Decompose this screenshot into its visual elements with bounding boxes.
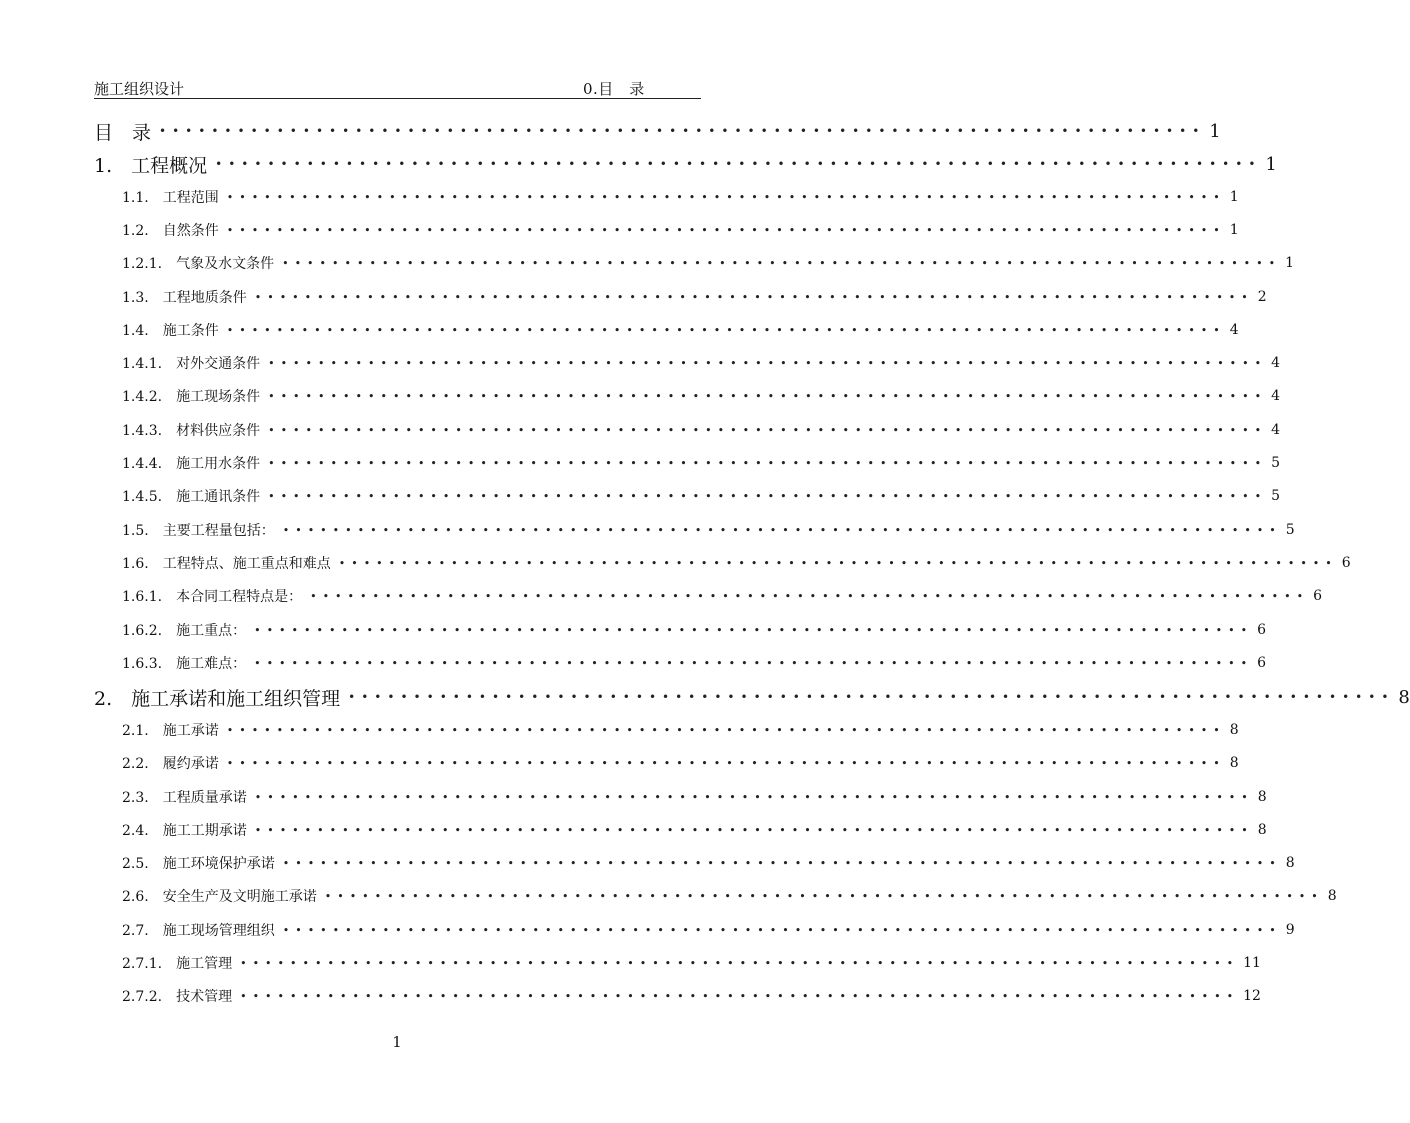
toc-entry-page: 11 xyxy=(1243,955,1261,971)
toc-entry-page: 4 xyxy=(1271,388,1281,404)
toc-entry-label: 1.2. 自然条件 xyxy=(122,220,227,240)
toc-entry-label: 1.1. 工程范围 xyxy=(122,187,227,207)
toc-entry-page: 4 xyxy=(1271,355,1281,371)
toc-entry-label: 2.2. 履约承诺 xyxy=(122,753,227,773)
toc-entry[interactable] xyxy=(122,984,1261,1008)
page-number: 1 xyxy=(392,1033,402,1051)
toc-entry-page: 8 xyxy=(1327,888,1337,904)
toc-entry-label: 1.6.3. 施工难点： xyxy=(122,653,254,673)
toc-dot-leader: •••••••••••••••••••••••••••••••••••••••••••••••••••••••••••••••••••••••••••••••• xyxy=(226,723,1226,737)
toc-entry-page: 8 xyxy=(1229,755,1239,771)
toc-entry[interactable] xyxy=(122,751,1239,775)
toc-dot-leader: •••••••••••••••••••••••••••••••••••••••••••••••••••••••••••••••••••••••••••••••• xyxy=(240,956,1240,970)
toc-entry-page: 8 xyxy=(1257,789,1267,805)
toc-dot-leader: •••••••••••••••••••••••••••••••••••••••••••••••••••••••••••••••••••••••••••••••• xyxy=(268,356,1268,370)
toc-entry[interactable] xyxy=(122,918,1295,942)
toc-entry[interactable] xyxy=(122,584,1323,608)
toc-entry[interactable] xyxy=(122,818,1267,842)
toc-entry[interactable] xyxy=(122,884,1337,908)
toc-entry-label: 2.7.2. 技术管理 xyxy=(122,986,240,1006)
toc-entry-label: 1.6.2. 施工重点： xyxy=(122,620,254,640)
toc-dot-leader: •••••••••••••••••••••••••••••••••••••••••••••••••••••••••••••••••••••••••••••••• xyxy=(282,523,1282,537)
toc-dot-leader: •••••••••••••••••••••••••••••••••••••••••••••••••••••••••••••••••••••••••••••••• xyxy=(268,456,1268,470)
toc-entry[interactable] xyxy=(122,518,1295,542)
toc-entry[interactable] xyxy=(122,351,1281,375)
toc-dot-leader: •••••••••••••••••••••••••••••••••••••••••••••••••••••••••••••••••••••••••••••••• xyxy=(348,690,1395,704)
toc-entry-label: 2.3. 工程质量承诺 xyxy=(122,787,255,807)
toc-entry-label: 1.4. 施工条件 xyxy=(122,320,227,340)
toc-entry-label: 2. 施工承诺和施工组织管理 xyxy=(94,684,348,711)
toc-entry-label: 2.1. 施工承诺 xyxy=(122,720,227,740)
toc-entry-page: 6 xyxy=(1313,588,1323,604)
toc-dot-leader: •••••••••••••••••••••••••••••••••••••••••••••••••••••••••••••••••••••••••••••••• xyxy=(268,423,1268,437)
toc-entry-label: 2.7.1. 施工管理 xyxy=(122,953,240,973)
toc-entry[interactable] xyxy=(122,451,1281,475)
toc-dot-leader: •••••••••••••••••••••••••••••••••••••••••••••••••••••••••••••••••••••••••••••••• xyxy=(254,823,1254,837)
toc-entry[interactable] xyxy=(122,251,1295,275)
toc-entry-page: 5 xyxy=(1271,488,1281,504)
toc-entry[interactable] xyxy=(122,318,1239,342)
toc-dot-leader: •••••••••••••••••••••••••••••••••••••••••••••••••••••••••••••••••••••••••••••••• xyxy=(254,656,1254,670)
toc-entry-page: 6 xyxy=(1257,622,1267,638)
toc-entry-page: 8 xyxy=(1285,855,1295,871)
toc-dot-leader: •••••••••••••••••••••••••••••••••••••••••••••••••••••••••••••••••••••••••••••••• xyxy=(310,589,1310,603)
toc-entry[interactable] xyxy=(122,418,1281,442)
toc-entry-label: 1. 工程概况 xyxy=(94,151,215,178)
toc-entry-label: 1.4.3. 材料供应条件 xyxy=(122,420,268,440)
toc-entry-label: 1.3. 工程地质条件 xyxy=(122,287,255,307)
toc-entry-page: 4 xyxy=(1271,422,1281,438)
toc-dot-leader: •••••••••••••••••••••••••••••••••••••••••••••••••••••••••••••••••••••••••••••••• xyxy=(282,923,1282,937)
toc-entry-label: 2.4. 施工工期承诺 xyxy=(122,820,255,840)
toc-dot-leader: •••••••••••••••••••••••••••••••••••••••••••••••••••••••••••••••••••••••••••••••• xyxy=(268,389,1268,403)
toc-entry[interactable] xyxy=(122,218,1239,242)
toc-entry-page: 1 xyxy=(1209,120,1221,142)
toc-entry-page: 1 xyxy=(1265,153,1277,175)
toc-dot-leader: •••••••••••••••••••••••••••••••••••••••••••••••••••••••••••••••••••••••••••••••• xyxy=(338,556,1338,570)
toc-dot-leader: •••••••••••••••••••••••••••••••••••••••••••••••••••••••••••••••••••••••••••••••• xyxy=(215,157,1262,171)
toc-dot-leader: •••••••••••••••••••••••••••••••••••••••••••••••••••••••••••••••••••••••••••••••• xyxy=(324,889,1324,903)
toc-entry-label: 目 录 xyxy=(94,118,159,145)
toc-entry-label: 1.4.5. 施工通讯条件 xyxy=(122,486,268,506)
toc-entry-page: 8 xyxy=(1257,822,1267,838)
toc-entry-page: 5 xyxy=(1285,522,1295,538)
toc-entry[interactable] xyxy=(94,685,1410,710)
toc-entry-page: 6 xyxy=(1341,555,1351,571)
toc-dot-leader: •••••••••••••••••••••••••••••••••••••••••••••••••••••••••••••••••••••••••••••••• xyxy=(254,790,1254,804)
toc-entry[interactable] xyxy=(122,718,1239,742)
toc-entry[interactable] xyxy=(122,551,1351,575)
toc-dot-leader: •••••••••••••••••••••••••••••••••••••••••••••••••••••••••••••••••••••••••••••••• xyxy=(240,989,1240,1003)
toc-entry-label: 2.6. 安全生产及文明施工承诺 xyxy=(122,886,325,906)
toc-entry-page: 8 xyxy=(1229,722,1239,738)
toc-entry-page: 1 xyxy=(1229,222,1239,238)
toc-entry[interactable] xyxy=(94,152,1277,177)
toc-entry-label: 1.4.1. 对外交通条件 xyxy=(122,353,268,373)
toc-entry-label: 1.2.1. 气象及水文条件 xyxy=(122,253,282,273)
toc-entry[interactable] xyxy=(122,651,1267,675)
toc-entry-page: 1 xyxy=(1285,255,1295,271)
toc-entry[interactable] xyxy=(122,851,1295,875)
toc-entry-label: 1.4.4. 施工用水条件 xyxy=(122,453,268,473)
toc-entry-label: 1.6.1. 本合同工程特点是： xyxy=(122,586,310,606)
toc-dot-leader: •••••••••••••••••••••••••••••••••••••••••••••••••••••••••••••••••••••••••••••••• xyxy=(254,623,1254,637)
toc-entry-label: 1.4.2. 施工现场条件 xyxy=(122,386,268,406)
toc-dot-leader: •••••••••••••••••••••••••••••••••••••••••••••••••••••••••••••••••••••••••••••••• xyxy=(282,856,1282,870)
toc-entry-page: 9 xyxy=(1285,922,1295,938)
toc-entry-page: 4 xyxy=(1229,322,1239,338)
toc-entry[interactable] xyxy=(122,384,1281,408)
toc-entry-page: 12 xyxy=(1243,988,1261,1004)
toc-entry-page: 8 xyxy=(1398,686,1410,708)
toc-entry[interactable] xyxy=(122,285,1267,309)
toc-entry[interactable] xyxy=(122,185,1239,209)
toc-entry[interactable] xyxy=(122,484,1281,508)
header-title: 施工组织设计 xyxy=(94,80,185,98)
toc-entry[interactable] xyxy=(94,119,1221,144)
toc-dot-leader: •••••••••••••••••••••••••••••••••••••••••••••••••••••••••••••••••••••••••••••••• xyxy=(254,290,1254,304)
toc-entry-page: 2 xyxy=(1257,289,1267,305)
toc-entry-page: 5 xyxy=(1271,455,1281,471)
toc-dot-leader: •••••••••••••••••••••••••••••••••••••••••••••••••••••••••••••••••••••••••••••••• xyxy=(226,190,1226,204)
toc-dot-leader: •••••••••••••••••••••••••••••••••••••••••••••••••••••••••••••••••••••••••••••••• xyxy=(226,323,1226,337)
toc-entry[interactable] xyxy=(122,785,1267,809)
toc-dot-leader: •••••••••••••••••••••••••••••••••••••••••••••••••••••••••••••••••••••••••••••••• xyxy=(282,256,1282,270)
toc-dot-leader: •••••••••••••••••••••••••••••••••••••••••••••••••••••••••••••••••••••••••••••••• xyxy=(226,223,1226,237)
toc-entry-page: 1 xyxy=(1229,189,1239,205)
toc-entry-label: 1.6. 工程特点、施工重点和难点 xyxy=(122,553,339,573)
toc-dot-leader: •••••••••••••••••••••••••••••••••••••••••••••••••••••••••••••••••••••••••••••••• xyxy=(159,124,1206,138)
toc-entry-page: 6 xyxy=(1257,655,1267,671)
toc-entry[interactable] xyxy=(122,951,1261,975)
header-section: 0.目 录 xyxy=(583,80,645,98)
page-header xyxy=(94,76,701,99)
toc-entry-label: 2.7. 施工现场管理组织 xyxy=(122,920,283,940)
toc-entry-label: 2.5. 施工环境保护承诺 xyxy=(122,853,283,873)
toc-entry[interactable] xyxy=(122,618,1267,642)
toc-dot-leader: •••••••••••••••••••••••••••••••••••••••••••••••••••••••••••••••••••••••••••••••• xyxy=(226,756,1226,770)
toc-entry-label: 1.5. 主要工程量包括： xyxy=(122,520,283,540)
toc-dot-leader: •••••••••••••••••••••••••••••••••••••••••••••••••••••••••••••••••••••••••••••••• xyxy=(268,489,1268,503)
